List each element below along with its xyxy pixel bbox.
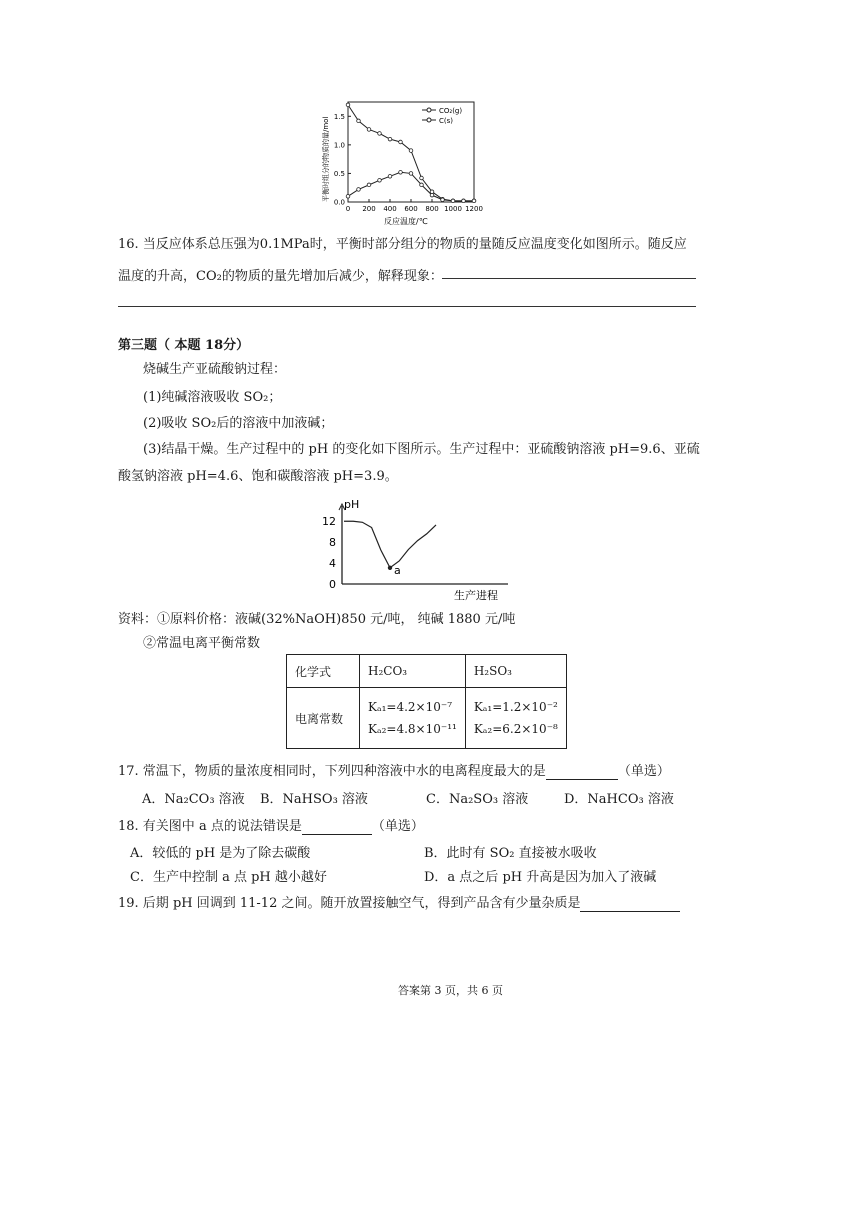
legend-marker-co2 [427,108,431,112]
table-row-label: 电离常数 [287,688,360,749]
data-point-c [472,199,476,203]
h2so3-ka1: Kₐ₁=1.2×10⁻² [473,700,558,714]
q18-option-a[interactable]: A．较低的 pH 是为了除去碳酸 [130,846,311,861]
page-footer: 答案第 3 页，共 6 页 [398,984,503,997]
q16-line2: 温度的升高，CO₂的物质的量先增加后减少，解释现象： [118,269,443,284]
q16-answer-blank-2[interactable] [118,306,696,307]
x-tick-label: 1200 [465,205,483,213]
q17-option-d[interactable]: D．NaHCO₃ 溶液 [564,792,674,807]
q18-stem-text: 18. 有关图中 a 点的说法错误是 [118,819,302,834]
data-point-co2 [409,149,413,153]
q18-option-c[interactable]: C．生产中控制 a 点 pH 越小越好 [130,870,327,885]
data-point-co2 [357,119,361,123]
materials-line2: ②常温电离平衡常数 [143,636,261,651]
temperature-chart [318,96,488,226]
h2so3-ka2: Kₐ₂=6.2×10⁻⁸ [473,722,558,736]
table-cell-h2co3 [360,688,466,749]
data-point-c [451,199,455,203]
q16-answer-blank-1[interactable] [442,278,696,279]
point-a-marker [388,566,392,570]
data-point-c [346,194,350,198]
series-line-c [348,172,474,201]
y-tick-label: 1.5 [333,112,345,121]
process-axis-label: 生产进程 [454,589,498,602]
ph-tick-label: 12 [322,515,336,529]
data-point-c [367,183,371,187]
data-point-co2 [388,137,392,141]
x-tick-label: 200 [362,205,376,213]
materials-line1: 资料：①原料价格：液碱(32%NaOH)850 元/吨， 纯碱 1880 元/吨 [118,612,516,627]
q18-tag: （单选） [371,819,424,834]
q18-stem [118,815,424,835]
ph-process-chart [318,496,508,606]
data-point-co2 [420,176,424,180]
q17-stem [118,760,670,780]
y-tick-label: 0.0 [333,198,345,207]
data-point-c [399,170,403,174]
table-header-h2co3: H₂CO₃ [360,655,466,688]
x-tick-label: 600 [404,205,418,213]
y-tick-label: 0.5 [333,169,345,178]
data-point-c [430,193,434,197]
table-header-h2so3: H₂SO₃ [465,655,566,688]
section3-step3b: 酸氢钠溶液 pH=4.6、饱和碳酸溶液 pH=3.9。 [118,469,398,484]
data-point-co2 [378,132,382,136]
ph-curve [344,521,436,568]
q18-option-b[interactable]: B．此时有 SO₂ 直接被水吸收 [424,846,597,861]
legend-label-co2: CO₂(g) [439,107,463,115]
table-header-formula: 化学式 [287,655,360,688]
q17-answer-blank[interactable] [546,764,618,780]
x-tick-label: 1000 [444,205,462,213]
y-axis-label: 平衡时组分的物质的量/mol [322,116,330,202]
data-point-co2 [367,128,371,132]
series-line-co2 [348,105,474,201]
q17-stem-text: 17. 常温下，物质的量浓度相同时，下列四种溶液中水的电离程度最大的是 [118,764,546,779]
q19-stem [118,892,680,912]
q18-option-d[interactable]: D．a 点之后 pH 升高是因为加入了液碱 [424,870,657,885]
data-point-co2 [399,140,403,144]
q17-tag: （单选） [617,764,670,779]
q17-option-b[interactable]: B．NaHSO₃ 溶液 [260,792,368,807]
ph-tick-label: 4 [329,557,336,571]
data-point-c [462,199,466,203]
q17-option-c[interactable]: C．Na₂SO₃ 溶液 [426,792,529,807]
x-tick-label: 0 [345,205,351,213]
section3-step1: (1)纯碱溶液吸收 SO₂； [143,390,282,405]
data-point-c [388,174,392,178]
chart-legend [422,107,462,125]
legend-marker-c [427,118,431,122]
data-point-c [441,198,445,202]
h2co3-ka2: Kₐ₂=4.8×10⁻¹¹ [368,722,457,736]
data-point-c [378,178,382,182]
ph-tick-label: 8 [329,536,336,550]
q17-option-a[interactable]: A．Na₂CO₃ 溶液 [142,792,245,807]
data-point-c [357,188,361,192]
x-tick-label: 800 [425,205,439,213]
ph-tick-label: 0 [329,578,336,591]
ph-axis-label: pH [344,498,360,511]
point-a-label: a [394,563,401,577]
legend-label-c: C(s) [439,117,453,125]
q18-answer-blank[interactable] [302,819,372,835]
table-cell-h2so3 [465,688,566,749]
y-tick-label: 1.0 [333,141,345,150]
section3-intro: 烧碱生产亚硫酸钠过程： [143,362,287,377]
ionization-constants-table [286,654,567,749]
q16-line1: 16. 当反应体系总压强为0.1MPa时，平衡时部分组分的物质的量随反应温度变化如图所示。随反应 [118,237,687,252]
data-point-c [420,183,424,187]
h2co3-ka1: Kₐ₁=4.2×10⁻⁷ [368,700,453,714]
data-point-c [409,172,413,176]
section3-title: 第三题（ 本题 18分） [118,338,250,353]
section3-step3a: (3)结晶干燥。生产过程中的 pH 的变化如下图所示。生产过程中：亚硫酸钠溶液 pH=9.6、亚硫 [143,442,700,457]
x-axis-label: 反应温度/℃ [384,217,428,226]
x-tick-label: 400 [383,205,397,213]
q19-stem-text: 19. 后期 pH 回调到 11-12 之间。随开放置接触空气，得到产品含有少量杂质是 [118,896,581,911]
q19-answer-blank[interactable] [580,896,680,912]
data-point-co2 [346,103,350,107]
section3-step2: (2)吸收 SO₂后的溶液中加液碱； [143,416,334,431]
